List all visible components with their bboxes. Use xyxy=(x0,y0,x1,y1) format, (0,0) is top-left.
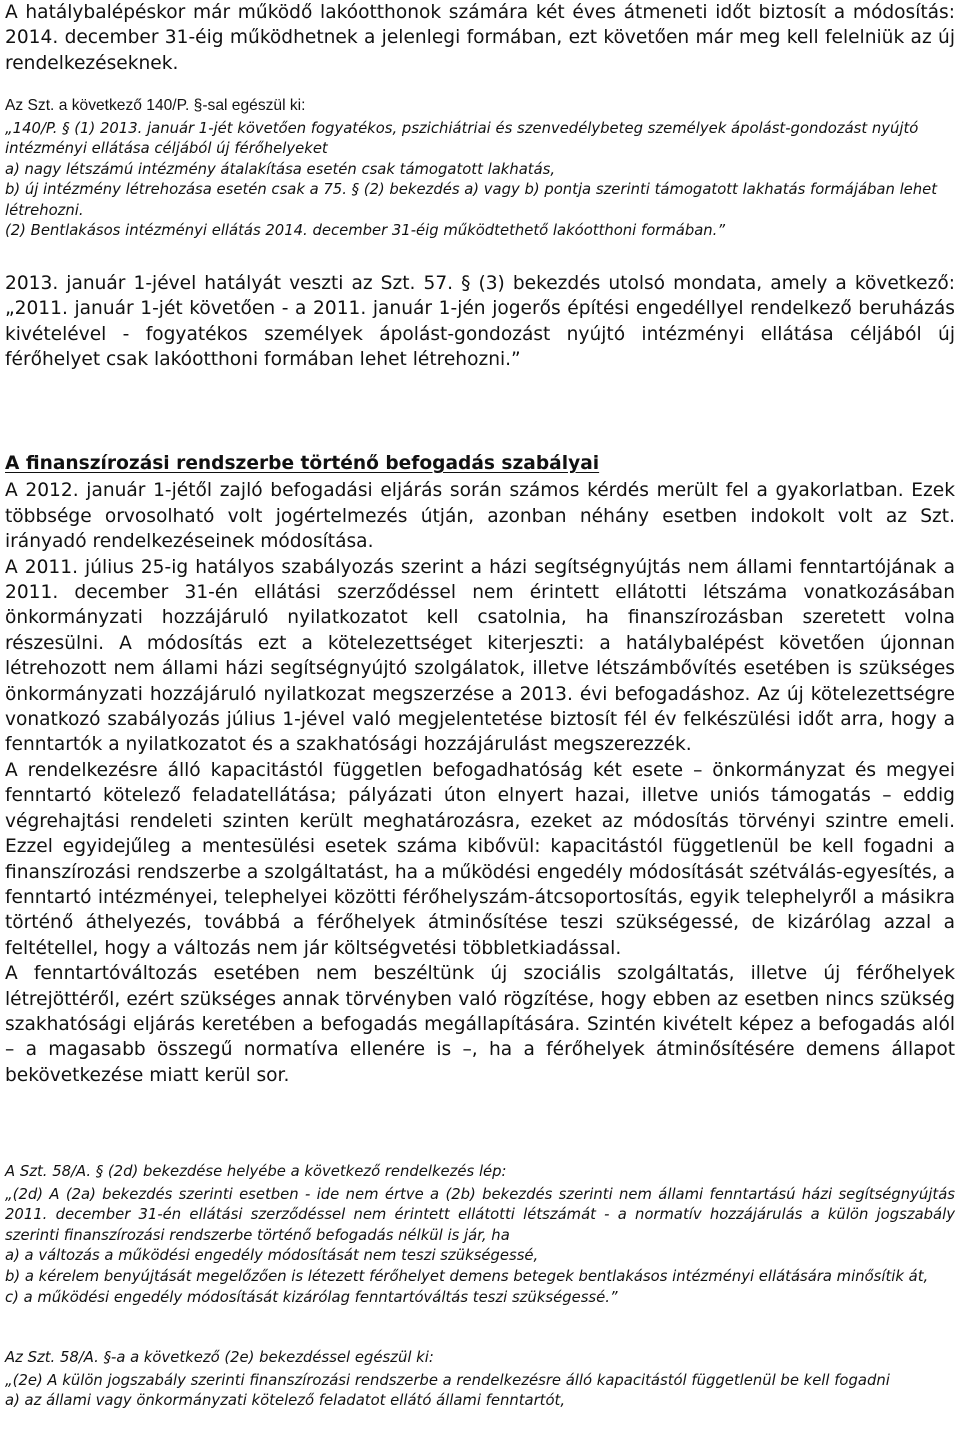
szt-58a-2e-block xyxy=(5,1348,955,1412)
funding-section xyxy=(5,451,955,1088)
repeal-paragraph: 2013. január 1-jével hatályát veszti az Szt. 57. § (3) bekezdés utolsó mondata, amely a következő: „2011. január 1-jét követően - a 2011. január 1-jén jogerős építési engedéllyel rendelkező beruházás kivételével - fogyatékos személyek ápolást-gondozást nyújtó intézményi ellátása céljából új férőhelyet csak lakóotthoni formában lehet létrehozni.” xyxy=(5,273,955,371)
szt-140p-item-b: b) új intézmény létrehozása esetén csak a 75. § (2) bekezdés a) vagy b) pontja szerinti támogatott lakhatás formájában lehet létrehozni. xyxy=(5,181,938,219)
szt-140p-intro: Az Szt. a következő 140/P. §-sal egészül ki: xyxy=(5,97,306,114)
section-heading: A finanszírozási rendszerbe történő befogadás szabályai xyxy=(5,453,600,474)
szt-140p-item-a: a) nagy létszámú intézmény átalakítása esetén csak támogatott lakhatás, xyxy=(5,160,556,178)
szt-58a-2e-intro: Az Szt. 58/A. §-a a következő (2e) bekezdéssel egészül ki: xyxy=(5,1349,434,1366)
section-paragraph-2: A 2011. július 25-ig hatályos szabályozás szerint a házi segítségnyújtás nem állami fenntartójának a 2011. december 31-én ellátási szerződéssel nem érintett ellátotti létszáma vonatkozásában önkormányzati hozzájáruló nyilatkozatot kell csatolnia, ha finanszírozásban szeretett volna részesülni. A módosítás ezt a kötelezettséget kiterjeszti: a hatálybalépést követően újonnan létrehozott nem állami házi segítségnyújtó szolgálatok, illetve létszámbővítés esetében is szükséges önkormányzati hozzájáruló nyilatkozat megszerzése a 2013. évi befogadáshoz. Az új kötelezettségre vonatkozó szabályozás július 1-jével való megjelentetése biztosít fél év felkészülési időt arra, hogy a fenntartók a nyilatkozatot és a szakhatósági hozzájárulást megszerezzék. xyxy=(5,556,955,756)
section-paragraph-3: A rendelkezésre álló kapacitástól független befogadhatóság két esete – önkormányzat és megyei fenntartó kötelező feladatellátása; pályázati úton elnyert hazai, illetve uniós támogatás – eddig végrehajtási rendeleti szinten került meghatározásra, ezeket az módosítás törvényi szintre emeli. Ezzel egyidejűleg a mentesülési esetek száma kibővül: kapacitástól függetlenül be kell fogadni a finanszírozási rendszerbe a szolgáltatást, ha a működési engedély módosítását szétválás-egyesítés, a fenntartó intézményei, telephelyei közötti férőhelyszám-átcsoportosítás, egyik telephelyről a másikra történő áthelyezés, továbbá a férőhelyek átminősítése teszi szükségessé, de kizárólag azzal a feltétellel, hogy a változás nem jár költségvetési többletkiadással. xyxy=(5,759,955,959)
intro-paragraph: A hatálybalépéskor már működő lakóotthonok számára két éves átmeneti időt biztosít a módosítás: 2014. december 31-éig működhetnek a jelenlegi formában, ezt követően már meg kell felelniük az új rendelkezéseknek. xyxy=(5,2,955,74)
section-paragraph-4: A fenntartóváltozás esetében nem beszéltünk új szociális szolgáltatás, illetve új férőhelyek létrejöttéről, ezért szükséges annak törvényben való rögzítése, hogy ebben az esetben nincs szükség szakhatósági eljárás keretében a befogadás megállapítására. Szintén kivételt képez a befogadás alól – a magasabb összegű normatíva ellenére is –, ha a férőhelyek átminősítésére demens állapot bekövetkezése miatt kerül sor. xyxy=(5,963,955,1086)
szt-58a-2d-block xyxy=(5,1162,955,1308)
szt-58a-2d-para: „(2d) A (2a) bekezdés szerinti esetben - ide nem értve a (2b) bekezdés szerinti nem állami fenntartású házi segítségnyújtás 2011. december 31-én ellátási szerződéssel nem érintett ellátotti létszámát - a normatív hozzájárulás a külön jogszabály szerinti finanszírozási rendszerbe történő befogadás nélkül is jár, ha xyxy=(5,1185,955,1244)
szt-140p-para1: „140/P. § (1) 2013. január 1-jét követően fogyatékos, pszichiátriai és szenvedélybeteg személyek ápolást-gondozást nyújtó intézményi ellátása céljából új férőhelyeket xyxy=(5,119,919,158)
szt-58a-2d-item-a: a) a változás a működési engedély módosítását nem teszi szükségessé, xyxy=(5,1247,539,1265)
section-paragraph-1: A 2012. január 1-jétől zajló befogadási eljárás során számos kérdés merült fel a gyakorlatban. Ezek többsége orvosolható volt jogértelmezés útján, azonban néhány esetben indokolt volt az Szt. irányadó rendelkezéseinek módosítása. xyxy=(5,480,955,553)
szt-58a-2d-intro: A Szt. 58/A. § (2d) bekezdése helyébe a következő rendelkezés lép: xyxy=(5,1163,507,1180)
szt-58a-2d-item-c: c) a működési engedély módosítását kizárólag fenntartóváltás teszi szükségessé.” xyxy=(5,1288,618,1306)
szt-58a-2e-item-a: a) az állami vagy önkormányzati kötelező feladatot ellátó állami fenntartót, xyxy=(5,1392,566,1410)
szt-140p-block xyxy=(5,96,955,242)
szt-58a-2e-para: „(2e) A külön jogszabály szerinti finanszírozási rendszerbe a rendelkezésre álló kapacitástól függetlenül be kell fogadni xyxy=(5,1371,890,1389)
szt-140p-para2: (2) Bentlakásos intézményi ellátás 2014. december 31-éig működtethető lakóotthoni formában.” xyxy=(5,222,726,240)
szt-58a-2d-item-b: b) a kérelem benyújtását megelőzően is létezett férőhelyet demens betegek bentlakásos intézményi ellátására minősítik át, xyxy=(5,1267,929,1285)
